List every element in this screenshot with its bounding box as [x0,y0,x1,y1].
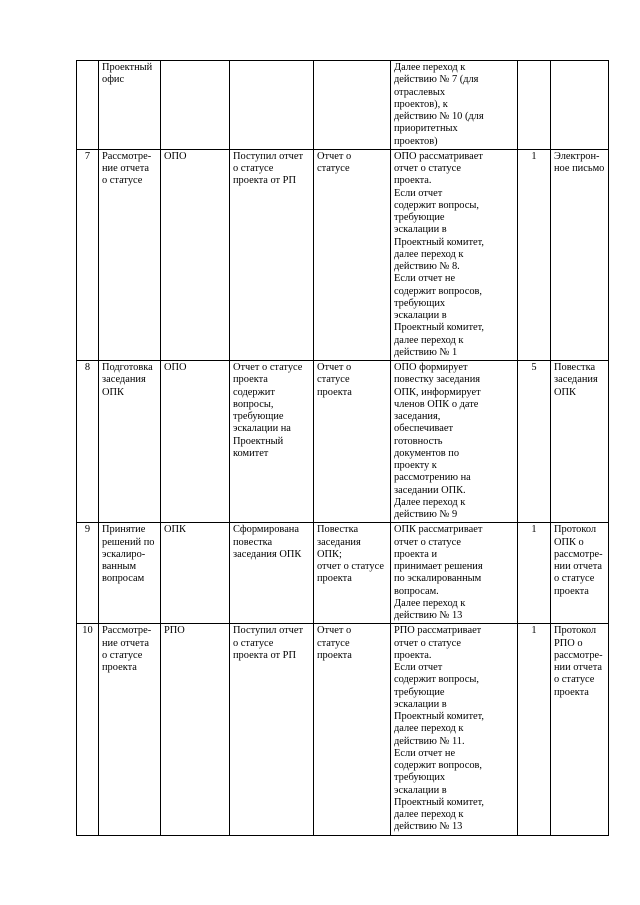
action-description-line: действию № 11. [394,735,465,747]
input-document-line: проекта [317,386,352,398]
action-description-line: требующих [394,772,446,784]
action-description-line: Если отчет [394,662,443,673]
step-name-line: ние отчета [102,163,150,174]
action-description-line: отчет о статусе [394,163,461,174]
trigger-line: проекта [233,374,268,386]
trigger-line: проекта от РП [233,649,296,661]
trigger-line: Отчет о статусе [233,362,303,373]
trigger-line: содержит [233,386,275,398]
output-document-line: РПО о [554,637,583,649]
duration-cell [518,624,551,835]
step-number-text: 9 [84,524,91,536]
trigger-line: повестка [233,536,273,548]
action-description-line: Проектный комитет, [394,711,484,722]
duration-cell [518,61,551,150]
step-name-line: вопросам [102,573,145,585]
action-description-cell [391,361,518,523]
table-row [77,61,609,150]
step-name-line: офис [102,74,125,86]
trigger-line: Проектный [233,435,284,447]
input-document-cell [314,361,391,523]
actor-cell [161,149,230,360]
action-description-line: действию № 13 [394,610,463,621]
action-description-line: ОПО формирует [394,362,468,373]
output-document-line: о статусе [554,573,595,585]
action-description-line: по эскалированным [394,573,482,585]
action-description-cell [391,61,518,150]
output-document-line: заседания [554,374,598,386]
input-document-line: ОПК; [317,548,342,560]
action-description-line: эскалации в [394,784,447,796]
step-number-cell [77,523,99,624]
action-description-line: приоритетных [394,123,458,135]
action-description-line: РПО рассматривает [394,625,482,637]
action-description-line: проектов) [394,135,438,147]
actor-cell [161,624,230,835]
action-description-line: требующих [394,297,446,309]
action-description-line: ОПК, информирует [394,386,481,398]
action-description-line: Проектный комитет, [394,322,484,334]
action-description-line: содержит вопросов, [394,760,483,771]
step-name-line: Проектный [102,62,153,73]
action-description-line: далее переход к [394,248,464,260]
step-number-cell [77,61,99,150]
step-name-line: эскалиро- [102,548,146,560]
trigger-line: заседания ОПК [233,548,302,560]
action-description-line: готовность [394,435,443,447]
actor-cell [161,361,230,523]
step-name-line: заседания [102,374,146,386]
actor-line: ОПО [164,150,187,162]
step-name-cell [99,624,161,835]
step-name-line: о статусе [102,175,143,187]
input-document-cell [314,61,391,150]
step-name-line: Подготовка [102,362,153,373]
action-description-line: содержит вопросов, [394,285,483,297]
output-document-line: ное письмо [554,163,605,174]
action-description-line: проекта. [394,175,432,187]
input-document-line: Отчет о [317,625,352,637]
trigger-cell [230,149,314,360]
document-page [76,60,609,836]
action-description-cell [391,624,518,835]
output-document-line: проекта [554,686,589,698]
action-description-line: Далее переход к [394,62,466,73]
step-name-line: ванным [102,561,137,572]
action-description-line: Если отчет не [394,273,456,285]
trigger-line: Поступил отчет [233,150,304,162]
action-description-line: действию № 9 [394,509,458,520]
actor-line: ОПК [164,524,186,536]
action-description-line: ОПО рассматривает [394,150,483,162]
step-name-cell [99,61,161,150]
trigger-line: Поступил отчет [233,625,304,637]
action-description-line: проекта. [394,649,432,661]
action-description-line: Далее переход к [394,496,466,508]
step-name-line: Рассмотре- [102,625,152,637]
input-document-line: проекта [317,573,352,585]
output-document-cell [551,624,609,835]
duration-cell [518,523,551,624]
step-name-line: о статусе [102,649,143,661]
trigger-line: требующие [233,411,284,422]
duration-cell [518,361,551,523]
action-description-line: далее переход к [394,809,464,820]
action-description-line: отчет о статусе [394,637,461,649]
output-document-line: Электрон- [554,150,600,162]
output-document-line: о статусе [554,674,595,686]
action-description-line: обеспечивает [394,423,454,435]
input-document-line: Отчет о [317,150,352,162]
action-description-line: повестку заседания [394,374,481,386]
trigger-line: о статусе [233,163,274,174]
action-description-line: действию № 8. [394,261,460,272]
input-document-cell [314,523,391,624]
process-table [76,60,609,836]
action-description-line: проектов), к [394,98,448,110]
duration-cell [518,149,551,360]
action-description-line: требующие [394,212,445,223]
action-description-line: действию № 13 [394,821,463,833]
trigger-line: эскалации на [233,423,291,435]
duration-text: 1 [531,524,537,536]
action-description-line: содержит вопросы, [394,199,479,211]
step-number-cell [77,149,99,360]
action-description-line: вопросам. [394,585,439,597]
action-description-line: членов ОПК о дате [394,398,479,410]
action-description-line: проекту к [394,460,437,471]
trigger-cell [230,624,314,835]
action-description-line: Далее переход к [394,597,466,609]
actor-cell [161,523,230,624]
output-document-line: Повестка [554,362,596,373]
trigger-line: комитет [233,447,269,459]
action-description-cell [391,149,518,360]
trigger-cell [230,361,314,523]
action-description-line: рассмотрению на [394,472,471,484]
step-name-line: Принятие [102,524,146,536]
action-description-line: далее переход к [394,334,464,346]
table-row [77,624,609,835]
actor-cell [161,61,230,150]
action-description-line: заседании ОПК. [394,484,466,496]
action-description-line: Проектный комитет, [394,796,484,808]
table-row [77,361,609,523]
action-description-line: эскалации в [394,310,447,321]
actor-line: РПО [164,625,185,637]
step-number-cell [77,361,99,523]
input-document-line: Повестка [317,524,359,536]
table-body [77,61,609,836]
output-document-line: рассмотре- [554,649,603,661]
trigger-cell [230,523,314,624]
output-document-line: Протокол [554,524,597,536]
input-document-cell [314,149,391,360]
action-description-line: отчет о статусе [394,536,461,548]
input-document-line: статусе [317,637,350,649]
trigger-line: проекта от РП [233,175,296,187]
action-description-line: ОПК рассматривает [394,524,483,536]
step-number-text: 7 [84,150,91,162]
input-document-line: статусе [317,163,350,174]
step-name-line: проекта [102,662,137,673]
output-document-line: нии отчета [554,662,602,673]
action-description-line: требующие [394,686,445,698]
action-description-line: принимает решения [394,561,483,572]
duration-text: 1 [531,625,537,637]
action-description-line: действию № 10 (для [394,111,484,122]
output-document-cell [551,61,609,150]
step-name-line: ние отчета [102,637,150,649]
trigger-line: Сформирована [233,524,299,536]
action-description-cell [391,523,518,624]
action-description-line: далее переход к [394,723,464,735]
action-description-line: заседания, [394,411,441,422]
action-description-line: документов по [394,447,460,459]
step-number-text: 8 [84,362,91,373]
table-row [77,149,609,360]
step-number-text: 10 [82,625,93,637]
action-description-line: отраслевых [394,86,446,98]
step-number-cell [77,624,99,835]
action-description-line: содержит вопросы, [394,674,479,686]
action-description-line: Проектный комитет, [394,236,484,248]
actor-line: ОПО [164,362,187,373]
output-document-line: рассмотре- [554,548,603,560]
step-name-line: Рассмотре- [102,150,152,162]
table-row [77,523,609,624]
step-name-line: ОПК [102,386,124,398]
step-name-cell [99,149,161,360]
action-description-line: проекта и [394,548,438,560]
output-document-cell [551,523,609,624]
step-name-cell [99,523,161,624]
output-document-cell [551,361,609,523]
step-name-cell [99,361,161,523]
input-document-line: заседания [317,536,361,548]
duration-text: 5 [531,362,537,373]
output-document-line: нии отчета [554,561,602,572]
action-description-line: действию № 1 [394,346,458,358]
action-description-line: Если отчет [394,187,443,199]
duration-text: 1 [531,150,537,162]
input-document-line: статусе [317,374,350,386]
trigger-line: вопросы, [233,398,274,410]
action-description-line: эскалации в [394,698,447,710]
output-document-line: Протокол [554,625,597,637]
output-document-cell [551,149,609,360]
action-description-line: действию № 7 (для [394,74,479,86]
trigger-cell [230,61,314,150]
output-document-line: ОПК о [554,536,584,548]
output-document-line: проекта [554,585,589,597]
action-description-line: эскалации в [394,224,447,236]
input-document-cell [314,624,391,835]
input-document-line: проекта [317,649,352,661]
trigger-line: о статусе [233,637,274,649]
step-name-line: решений по [102,536,155,548]
output-document-line: ОПК [554,386,576,398]
action-description-line: Если отчет не [394,747,456,759]
input-document-line: отчет о статусе [317,561,384,572]
input-document-line: Отчет о [317,362,352,373]
